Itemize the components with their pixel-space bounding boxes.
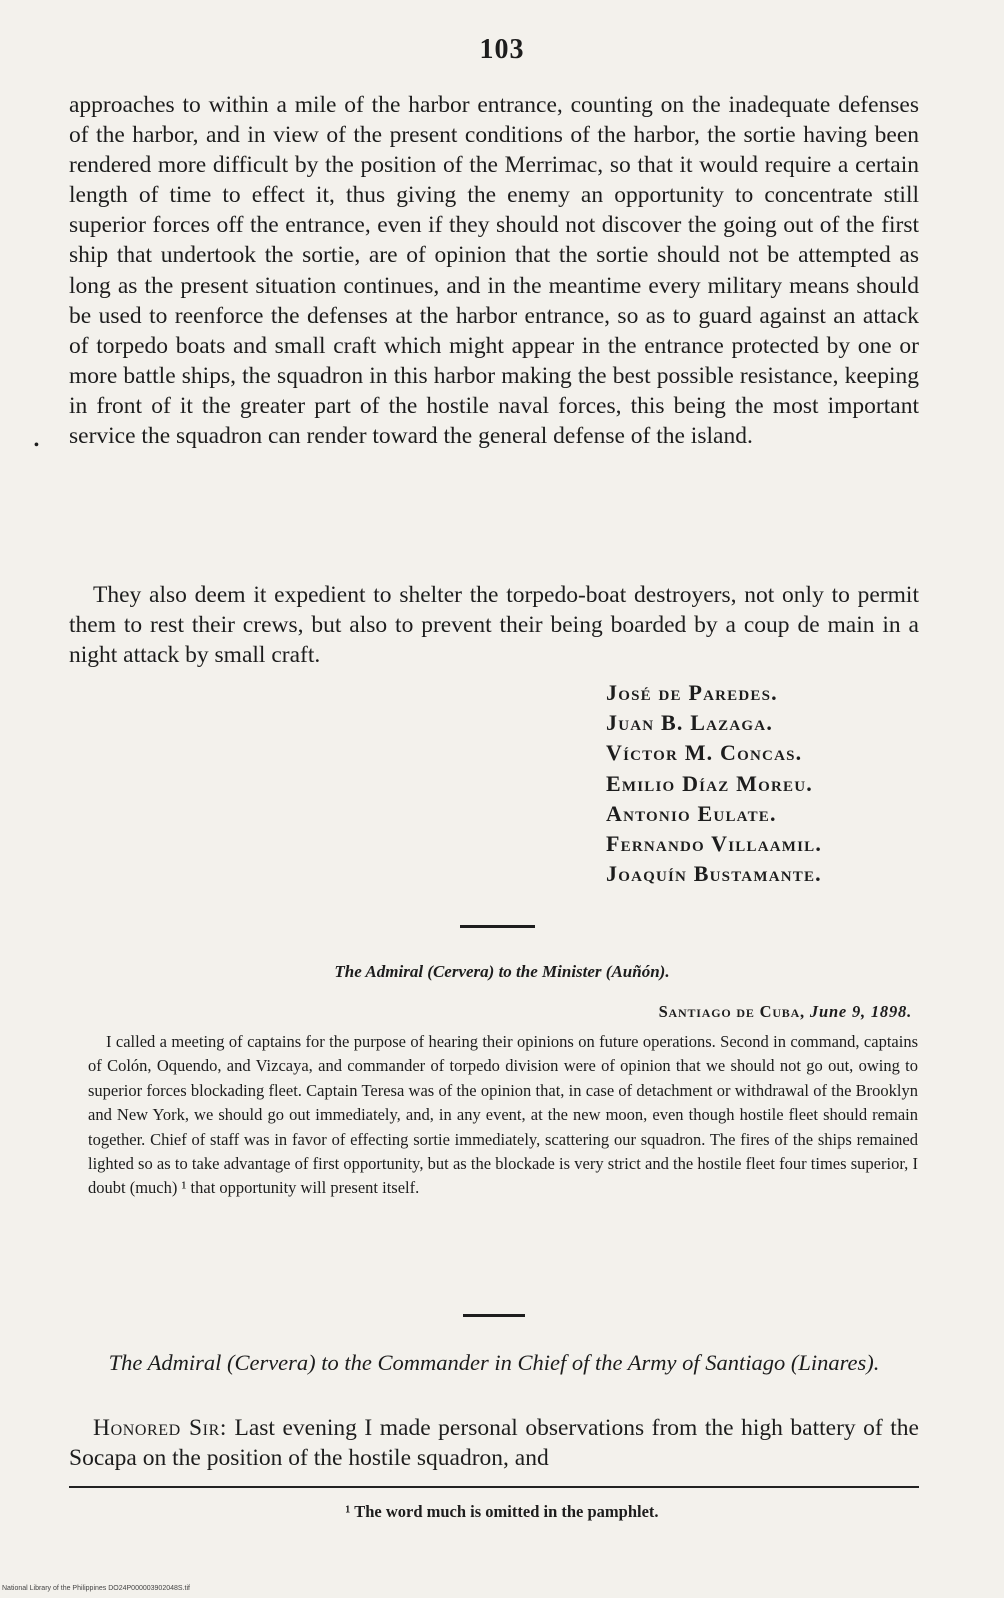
letter-opening: [69, 1413, 919, 1473]
signature: José de Paredes.: [606, 680, 778, 705]
signature: Fernando Villaamil.: [606, 831, 823, 857]
footnote-marker: ¹: [345, 1502, 351, 1521]
signature: Joaquín Bustamante.: [606, 861, 822, 887]
dateline-place: Santiago de Cuba,: [658, 1002, 805, 1021]
footnote: [0, 1502, 1004, 1522]
letter-paragraph-2: They also deem it expedient to shelter the torpedo-boat destroyers, not only to permit them to rest their crews, but also to prevent their being boarded by a coup de main in a night attack by small craft.: [69, 582, 919, 669]
opening-text: Last evening I made personal observations from the high battery of the Socapa on the position of the hostile squadron, and: [69, 1415, 919, 1472]
letter-heading: The Admiral (Cervera) to the Commander in Chief of the Army of Santiago (Linares).: [108, 1350, 880, 1375]
margin-mark: •: [34, 438, 39, 453]
signature-block: [606, 678, 822, 889]
footnote-rule: [69, 1486, 919, 1488]
dateline-date: June 9, 1898.: [809, 1002, 912, 1021]
footnote-text: The word much is omitted in the pamphlet.: [354, 1502, 659, 1521]
salutation: Honored Sir:: [93, 1415, 227, 1441]
telegram-heading: The Admiral (Cervera) to the Minister (Auñón).: [334, 962, 670, 981]
telegram-dateline: [659, 1002, 912, 1022]
page-number: 103: [479, 34, 525, 65]
signature: Emilio Díaz Moreu.: [606, 770, 813, 796]
signature: Antonio Eulate.: [606, 800, 777, 826]
section-divider: [463, 1314, 525, 1317]
scan-credit: National Library of the Philippines DO24P000003902048S.tif: [2, 1585, 190, 1592]
telegram-body: I called a meeting of captains for the purpose of hearing their opinions on future operations. Second in command, captains of Colón, Oquendo, and Vizcaya, and commander of torpedo division were of opinion that we should not go out, owing to superior forces blockading fleet. Captain Teresa was of the opinion that, in case of detachment or withdrawal of the Brooklyn and New York, we should go out immediately, and, in any event, at the new moon, even though hostile fleet should remain together. Chief of staff was in favor of effecting sortie immediately, scattering our squadron. The fires of the ships remained lighted so as to take advantage of first opportunity, but as the blockade is very strict and the hostile fleet four times superior, I doubt (much) ¹ that opportunity will present itself.: [88, 1032, 918, 1198]
section-divider: [460, 925, 535, 928]
signature: Juan B. Lazaga.: [606, 710, 774, 736]
letter-paragraph-1: approaches to within a mile of the harbor entrance, counting on the inadequate defenses of the harbor, and in view of the present conditions of the harbor, the sortie having been rendered more difficult by the position of the Merrimac, so that it would require a certain length of time to effect it, thus giving the enemy an opportunity to concentrate still superior forces off the entrance, even if they should not discover the going out of the first ship that undertook the sortie, are of opinion that the sortie should not be attempted as long as the present situation continues, and in the meantime every military means should be used to reenforce the defenses at the harbor entrance, so as to guard against an attack of torpedo boats and small craft which might appear in the entrance protected by one or more battle ships, the squadron in this harbor making the best possible resistance, keeping in front of it the greater part of the hostile naval forces, this being the most important service the squadron can render toward the general defense of the island.: [69, 92, 919, 450]
signature: Víctor M. Concas.: [606, 740, 803, 766]
